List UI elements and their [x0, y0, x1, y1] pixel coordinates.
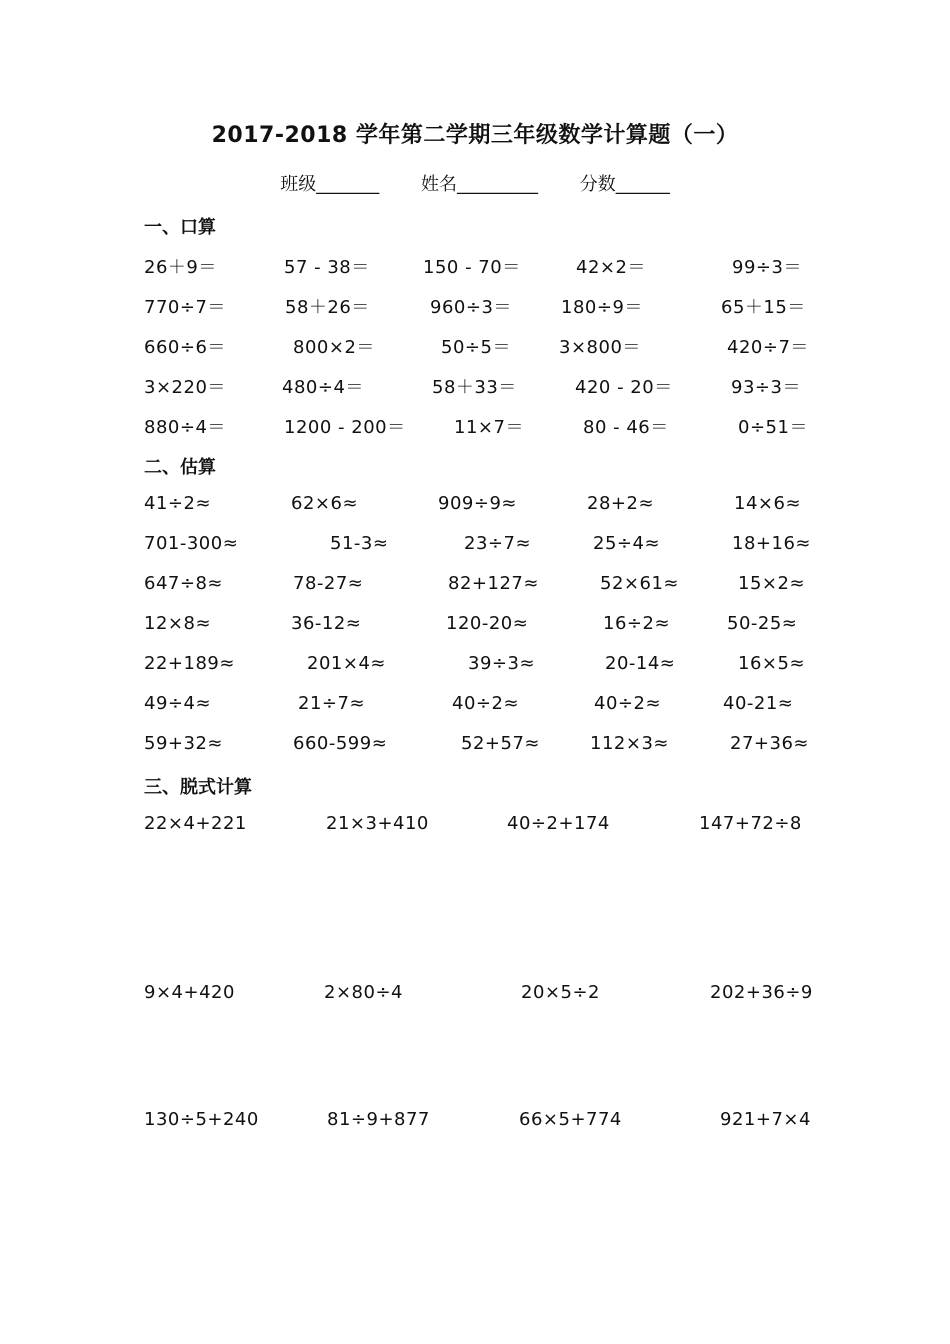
problem: 51-3≈	[330, 533, 389, 554]
problem: 40÷2+174	[507, 813, 610, 834]
problem: 150 - 70＝	[423, 257, 521, 278]
problem: 50÷5＝	[441, 337, 511, 358]
problem: 42×2＝	[576, 257, 646, 278]
problem: 20-14≈	[605, 653, 676, 674]
problem: 130÷5+240	[144, 1109, 259, 1130]
student-info	[0, 170, 950, 196]
problem: 701-300≈	[144, 533, 239, 554]
problem: 16÷2≈	[603, 613, 671, 634]
problem: 82+127≈	[448, 573, 539, 594]
problem: 660÷6＝	[144, 337, 226, 358]
problem: 99÷3＝	[732, 257, 802, 278]
problem: 21÷7≈	[298, 693, 366, 714]
problem: 16×5≈	[738, 653, 806, 674]
problem: 18+16≈	[732, 533, 811, 554]
problem: 65＋15＝	[721, 297, 806, 318]
problem: 28+2≈	[587, 493, 655, 514]
problem: 921+7×4	[720, 1109, 811, 1130]
problem: 12×8≈	[144, 613, 212, 634]
stepwise-row	[144, 982, 824, 1006]
problem: 180÷9＝	[561, 297, 643, 318]
problem: 41÷2≈	[144, 493, 212, 514]
problem: 39÷3≈	[468, 653, 536, 674]
name-field: 姓名_________	[421, 174, 538, 195]
problem: 40-21≈	[723, 693, 794, 714]
problem: 59+32≈	[144, 733, 223, 754]
problem: 40÷2≈	[594, 693, 662, 714]
problem: 770÷7＝	[144, 297, 226, 318]
problem: 9×4+420	[144, 982, 235, 1003]
section-heading-oral: 一、口算	[144, 217, 216, 238]
estimate-row	[144, 733, 824, 757]
problem: 52×61≈	[600, 573, 679, 594]
problem: 647÷8≈	[144, 573, 223, 594]
problem: 120-20≈	[446, 613, 529, 634]
problem: 0÷51＝	[738, 417, 808, 438]
problem: 420÷7＝	[727, 337, 809, 358]
estimate-row	[144, 573, 824, 597]
problem: 22+189≈	[144, 653, 235, 674]
stepwise-row	[144, 1109, 824, 1133]
problem: 26＋9＝	[144, 257, 217, 278]
problem: 49÷4≈	[144, 693, 212, 714]
problem: 62×6≈	[291, 493, 359, 514]
problem: 81÷9+877	[327, 1109, 430, 1130]
problem: 147+72÷8	[699, 813, 802, 834]
problem: 420 - 20＝	[575, 377, 673, 398]
problem: 1200 - 200＝	[284, 417, 406, 438]
oral-row	[144, 333, 824, 357]
problem: 52+57≈	[461, 733, 540, 754]
oral-row	[144, 253, 824, 277]
problem: 909÷9≈	[438, 493, 517, 514]
problem: 21×3+410	[326, 813, 429, 834]
problem: 40÷2≈	[452, 693, 520, 714]
problem: 112×3≈	[590, 733, 669, 754]
problem: 27+36≈	[730, 733, 809, 754]
problem: 800×2＝	[293, 337, 375, 358]
stepwise-row	[144, 813, 824, 837]
page-title: 2017-2018 学年第二学期三年级数学计算题（一）	[211, 123, 739, 148]
problem: 23÷7≈	[464, 533, 532, 554]
problem: 660-599≈	[293, 733, 388, 754]
section-heading-stepwise: 三、脱式计算	[144, 777, 252, 798]
problem: 93÷3＝	[731, 377, 801, 398]
class-field: 班级_______	[280, 174, 380, 195]
problem: 25÷4≈	[593, 533, 661, 554]
estimate-row	[144, 653, 824, 677]
problem: 58＋33＝	[432, 377, 517, 398]
problem: 58＋26＝	[285, 297, 370, 318]
oral-row	[144, 293, 824, 317]
problem: 15×2≈	[738, 573, 806, 594]
problem: 3×800＝	[559, 337, 641, 358]
problem: 880÷4＝	[144, 417, 226, 438]
estimate-row	[144, 693, 824, 717]
estimate-row	[144, 613, 824, 637]
estimate-row	[144, 533, 824, 557]
problem: 50-25≈	[727, 613, 798, 634]
problem: 20×5÷2	[521, 982, 600, 1003]
section-heading-estimate: 二、估算	[144, 457, 216, 478]
score-field: 分数______	[579, 174, 670, 195]
problem: 480÷4＝	[282, 377, 364, 398]
problem: 202+36÷9	[710, 982, 813, 1003]
problem: 11×7＝	[454, 417, 524, 438]
problem: 14×6≈	[734, 493, 802, 514]
problem: 78-27≈	[293, 573, 364, 594]
problem: 3×220＝	[144, 377, 226, 398]
problem: 201×4≈	[307, 653, 386, 674]
problem: 57 - 38＝	[284, 257, 370, 278]
problem: 2×80÷4	[324, 982, 403, 1003]
problem: 36-12≈	[291, 613, 362, 634]
problem: 80 - 46＝	[583, 417, 669, 438]
problem: 22×4+221	[144, 813, 247, 834]
oral-row	[144, 373, 824, 397]
problem: 960÷3＝	[430, 297, 512, 318]
oral-row	[144, 413, 824, 437]
problem: 66×5+774	[519, 1109, 622, 1130]
estimate-row	[144, 493, 824, 517]
